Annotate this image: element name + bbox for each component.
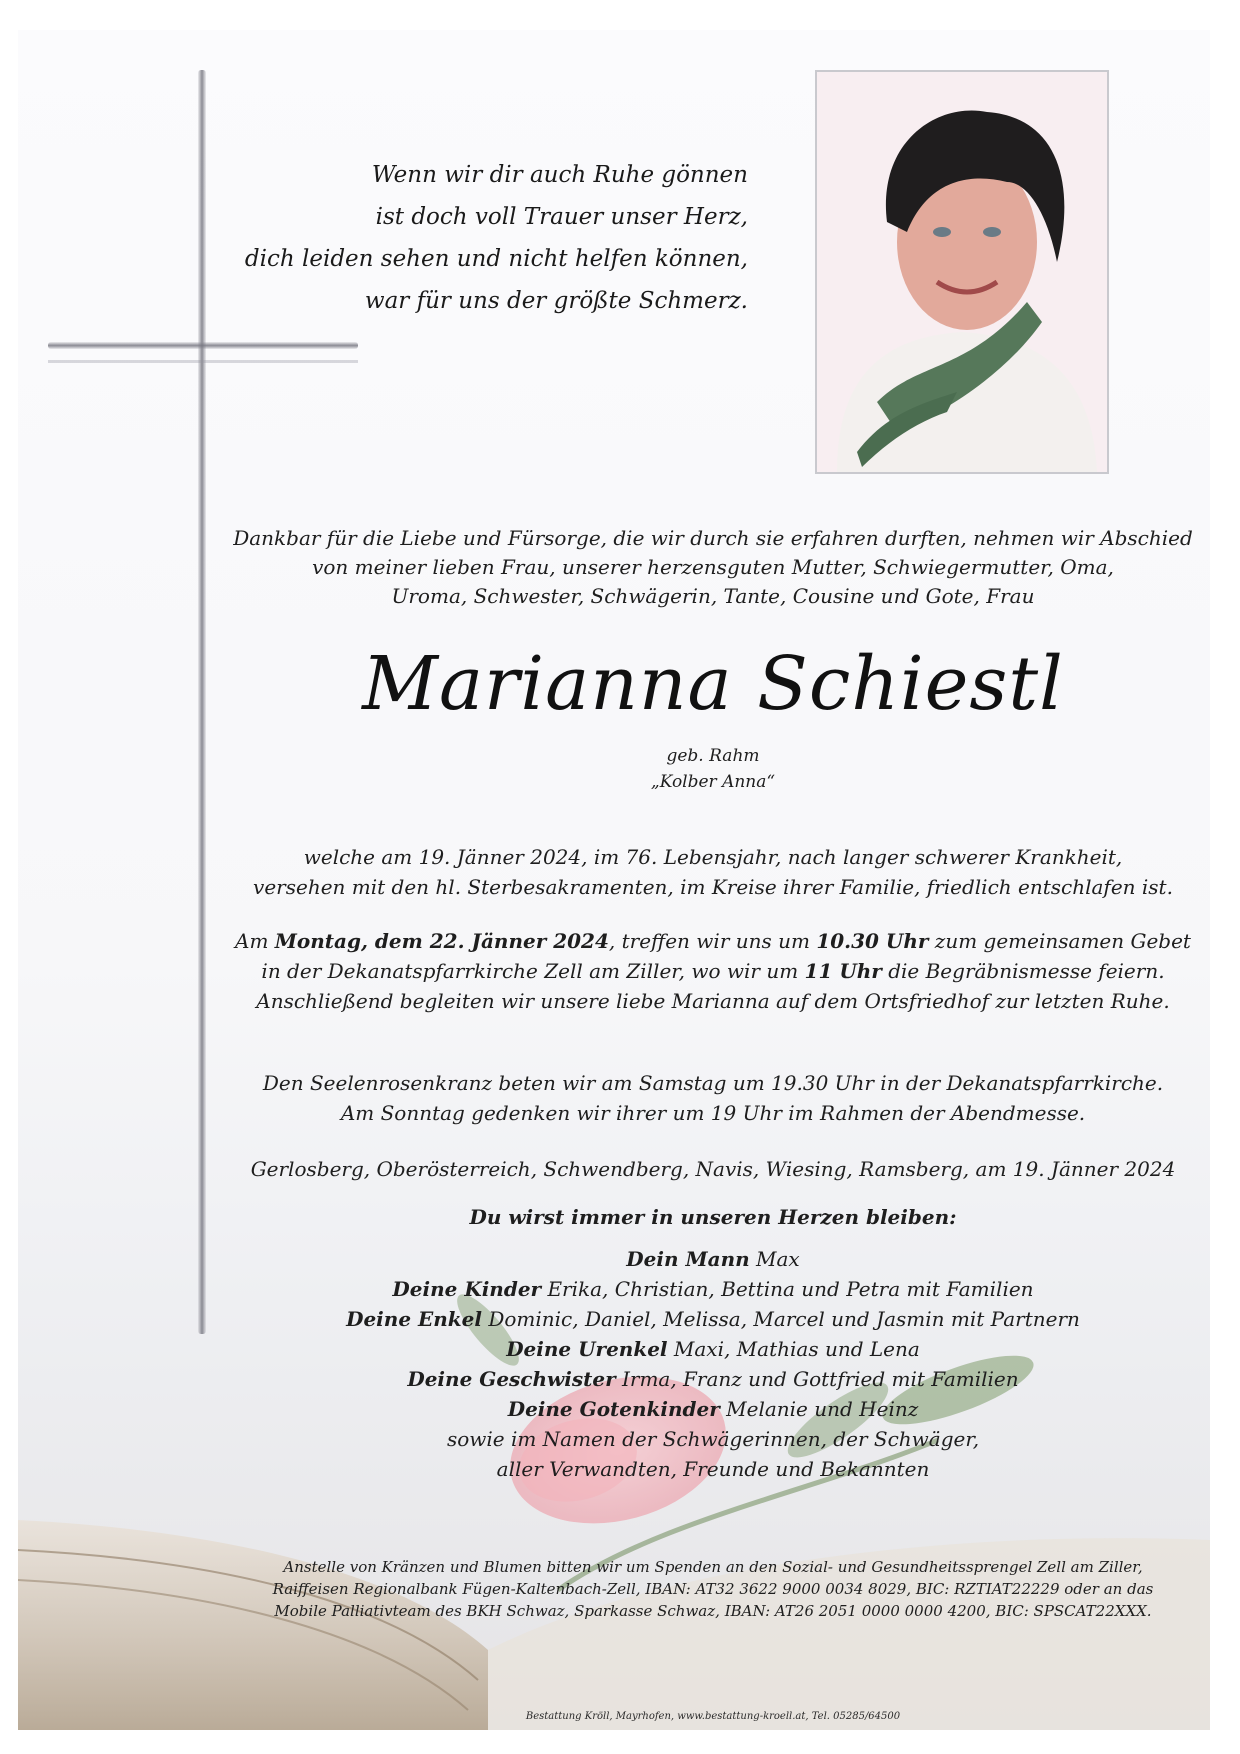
death-notice bbox=[218, 842, 1208, 902]
funeral-line-1: Am Montag, dem 22. Jänner 2024, treffen wir uns um 10.30 Uhr zum gemeinsamen Gebet bbox=[235, 929, 1191, 953]
book-icon bbox=[18, 1520, 488, 1730]
funeral-details bbox=[218, 926, 1208, 1016]
funeral-home-footer: Bestattung Kröll, Mayrhofen, www.bestattung-kroell.at, Tel. 05285/64500 bbox=[525, 1711, 901, 1722]
place-date: Gerlosberg, Oberösterreich, Schwendberg, Navis, Wiesing, Ramsberg, am 19. Jänner 2024 bbox=[250, 1157, 1176, 1181]
cross-horizontal-shadow bbox=[48, 360, 358, 363]
poem-line: dich leiden sehen und nicht helfen können, bbox=[244, 246, 748, 272]
portrait-photo bbox=[815, 70, 1109, 474]
poem-line: Wenn wir dir auch Ruhe gönnen bbox=[371, 162, 748, 188]
heart-line: Du wirst immer in unseren Herzen bleiben: bbox=[469, 1205, 957, 1229]
death-notice-line: versehen mit den hl. Sterbesakramenten, im Kreise ihrer Familie, friedlich entschlafen ist. bbox=[253, 875, 1173, 899]
birth-name: geb. Rahm bbox=[666, 746, 760, 766]
closing-line: sowie im Namen der Schwägerinnen, der Schwäger, bbox=[446, 1427, 980, 1451]
cross-horizontal-bar bbox=[48, 342, 358, 349]
survivor-row: Deine Enkel Dominic, Daniel, Melissa, Marcel und Jasmin mit Partnern bbox=[346, 1307, 1080, 1331]
intro-line: Uroma, Schwester, Schwägerin, Tante, Cousine und Gote, Frau bbox=[391, 584, 1035, 608]
survivors-list bbox=[218, 1244, 1208, 1484]
survivor-row: Dein Mann Max bbox=[626, 1247, 800, 1271]
rosary-details bbox=[218, 1068, 1208, 1128]
donation-line: Raiffeisen Regionalbank Fügen-Kaltenbach-Zell, IBAN: AT32 3622 9000 0034 8029, BIC: RZTIAT22229 oder an das bbox=[272, 1580, 1154, 1598]
funeral-line-3: Anschließend begleiten wir unsere liebe Marianna auf dem Ortsfriedhof zur letzten Ruhe. bbox=[256, 989, 1170, 1013]
rosary-line: Am Sonntag gedenken wir ihrer um 19 Uhr im Rahmen der Abendmesse. bbox=[340, 1101, 1086, 1125]
donation-line: Mobile Palliativteam des BKH Schwaz, Sparkasse Schwaz, IBAN: AT26 2051 0000 0000 4200, BIC: SPSCAT22XXX. bbox=[274, 1602, 1152, 1620]
intro-line: Dankbar für die Liebe und Fürsorge, die wir durch sie erfahren durften, nehmen wir Abschied bbox=[233, 526, 1193, 550]
rosary-line: Den Seelenrosenkranz beten wir am Samstag um 19.30 Uhr in der Dekanatspfarrkirche. bbox=[262, 1071, 1164, 1095]
closing-line: aller Verwandten, Freunde und Bekannten bbox=[496, 1457, 930, 1481]
intro-line: von meiner lieben Frau, unserer herzensguten Mutter, Schwiegermutter, Oma, bbox=[312, 555, 1114, 579]
intro-text bbox=[218, 524, 1208, 611]
survivor-row: Deine Gotenkinder Melanie und Heinz bbox=[507, 1397, 919, 1421]
poem-line: ist doch voll Trauer unser Herz, bbox=[375, 204, 748, 230]
cross-vertical-bar bbox=[198, 70, 206, 1334]
poem-line: war für uns der größte Schmerz. bbox=[364, 288, 748, 314]
donation-note bbox=[218, 1556, 1208, 1622]
death-notice-line: welche am 19. Jänner 2024, im 76. Lebensjahr, nach langer schwerer Krankheit, bbox=[303, 845, 1123, 869]
nickname: „Kolber Anna“ bbox=[650, 772, 776, 792]
deceased-name: Marianna Schiestl bbox=[362, 641, 1064, 727]
obituary-card bbox=[18, 30, 1210, 1730]
survivor-row: Deine Kinder Erika, Christian, Bettina und Petra mit Familien bbox=[392, 1277, 1034, 1301]
survivor-row: Deine Urenkel Maxi, Mathias und Lena bbox=[506, 1337, 920, 1361]
poem bbox=[245, 154, 748, 322]
survivor-row: Deine Geschwister Irma, Franz und Gottfried mit Familien bbox=[407, 1367, 1019, 1391]
funeral-line-2: in der Dekanatspfarrkirche Zell am Ziller, wo wir um 11 Uhr die Begräbnismesse feiern. bbox=[261, 959, 1165, 983]
donation-line: Anstelle von Kränzen und Blumen bitten wir um Spenden an den Sozial- und Gesundheitssprengel Zell am Ziller, bbox=[283, 1558, 1143, 1576]
